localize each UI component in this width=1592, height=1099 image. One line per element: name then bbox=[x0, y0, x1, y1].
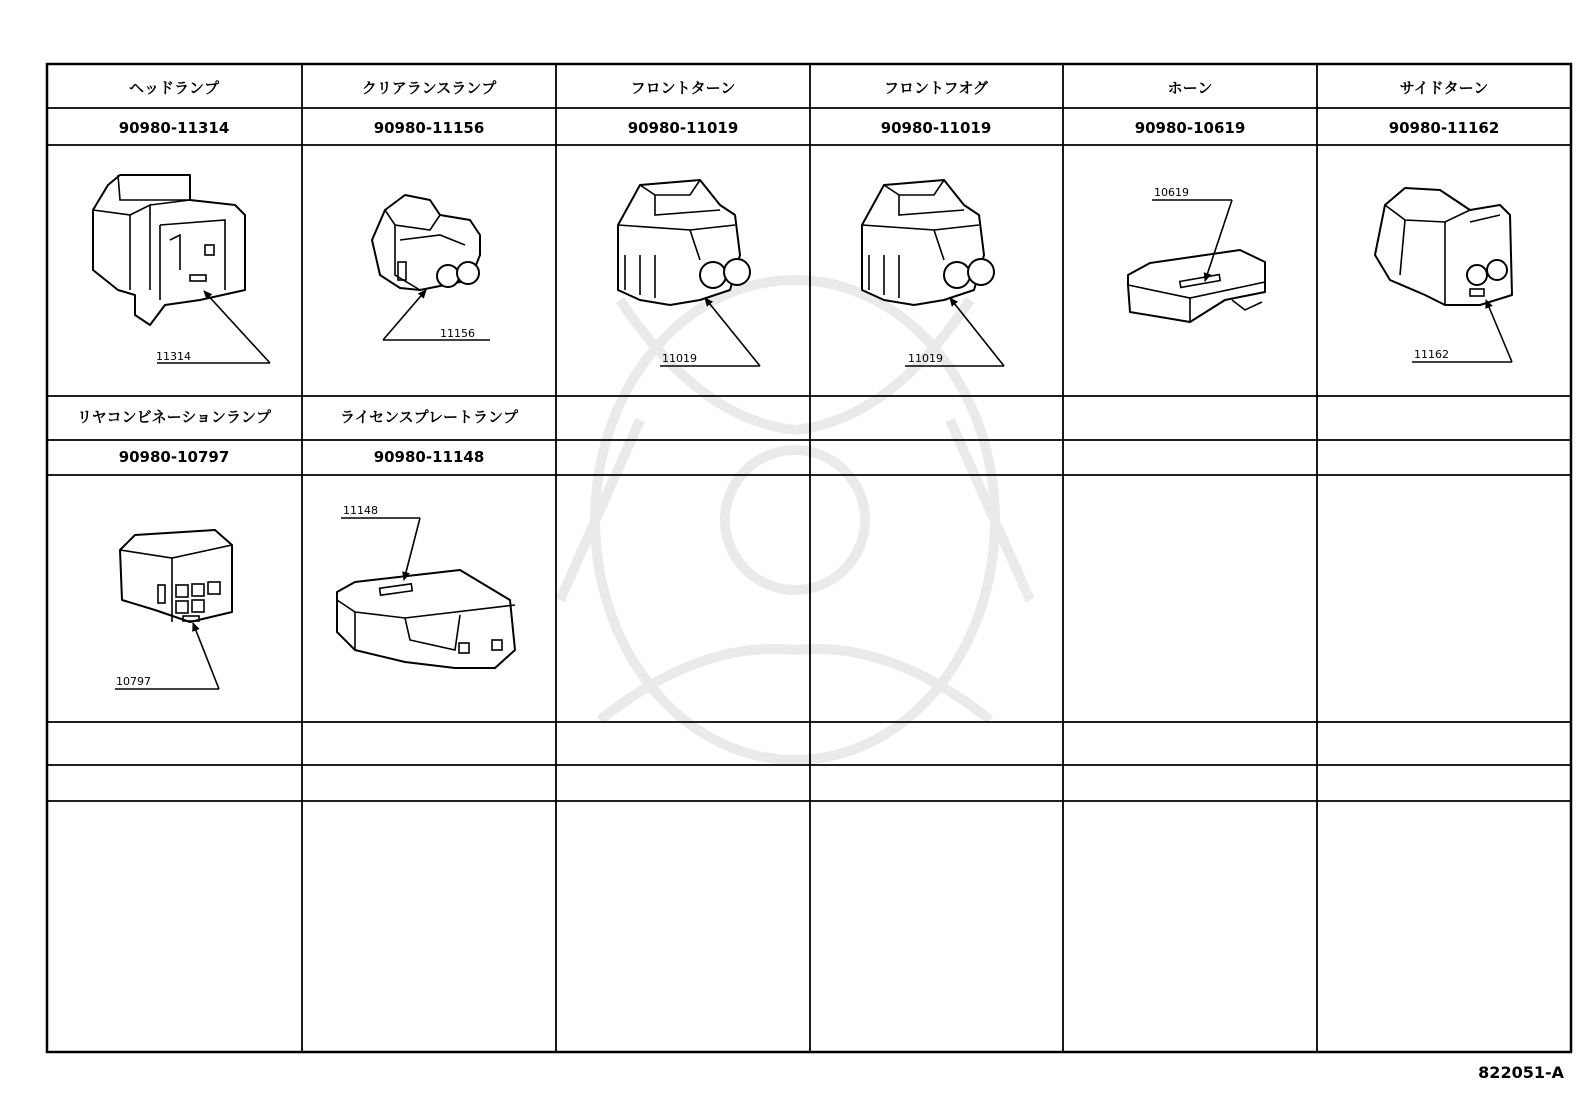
clearance-lamp-connector-drawing bbox=[372, 195, 490, 340]
sheet-code: 822051-A bbox=[1478, 1063, 1564, 1082]
callout-11156: 11156 bbox=[440, 327, 475, 340]
front-turn-connector-drawing bbox=[618, 180, 760, 366]
label-clearance-lamp: クリアランスランプ bbox=[361, 79, 497, 97]
license-plate-connector-drawing bbox=[337, 518, 515, 668]
parts-table-grid bbox=[47, 64, 1571, 1052]
label-rear-combination-lamp: リヤコンビネーションランプ bbox=[76, 408, 272, 426]
front-fog-connector-drawing bbox=[862, 180, 1004, 366]
callout-11019-fog: 11019 bbox=[908, 352, 943, 365]
label-license-plate-lamp: ライセンスプレートランプ bbox=[339, 408, 519, 426]
callout-11019-turn: 11019 bbox=[662, 352, 697, 365]
label-horn: ホーン bbox=[1167, 79, 1213, 97]
callout-11148: 11148 bbox=[343, 504, 378, 517]
rear-combination-connector-drawing bbox=[115, 530, 232, 689]
part-number-side-turn: 90980-11162 bbox=[1388, 119, 1500, 137]
part-number-front-fog: 90980-11019 bbox=[880, 119, 992, 137]
part-number-front-turn: 90980-11019 bbox=[627, 119, 739, 137]
part-number-rear-combination: 90980-10797 bbox=[118, 448, 230, 466]
part-number-horn: 90980-10619 bbox=[1134, 119, 1246, 137]
headlamp-connector-drawing bbox=[93, 175, 270, 363]
label-headlamp: ヘッドランプ bbox=[128, 79, 220, 97]
side-turn-connector-drawing bbox=[1375, 188, 1512, 362]
callout-11314: 11314 bbox=[156, 350, 191, 363]
label-side-turn: サイドターン bbox=[1399, 79, 1489, 97]
callout-11162: 11162 bbox=[1414, 348, 1449, 361]
label-front-fog: フロントフオグ bbox=[883, 79, 989, 97]
label-front-turn: フロントターン bbox=[630, 79, 736, 97]
callout-10797: 10797 bbox=[116, 675, 151, 688]
part-number-clearance-lamp: 90980-11156 bbox=[373, 119, 485, 137]
horn-connector-drawing bbox=[1128, 200, 1265, 322]
callout-10619: 10619 bbox=[1154, 186, 1189, 199]
part-number-headlamp: 90980-11314 bbox=[118, 119, 230, 137]
watermark-icon bbox=[560, 280, 1030, 760]
part-number-license-plate: 90980-11148 bbox=[373, 448, 485, 466]
